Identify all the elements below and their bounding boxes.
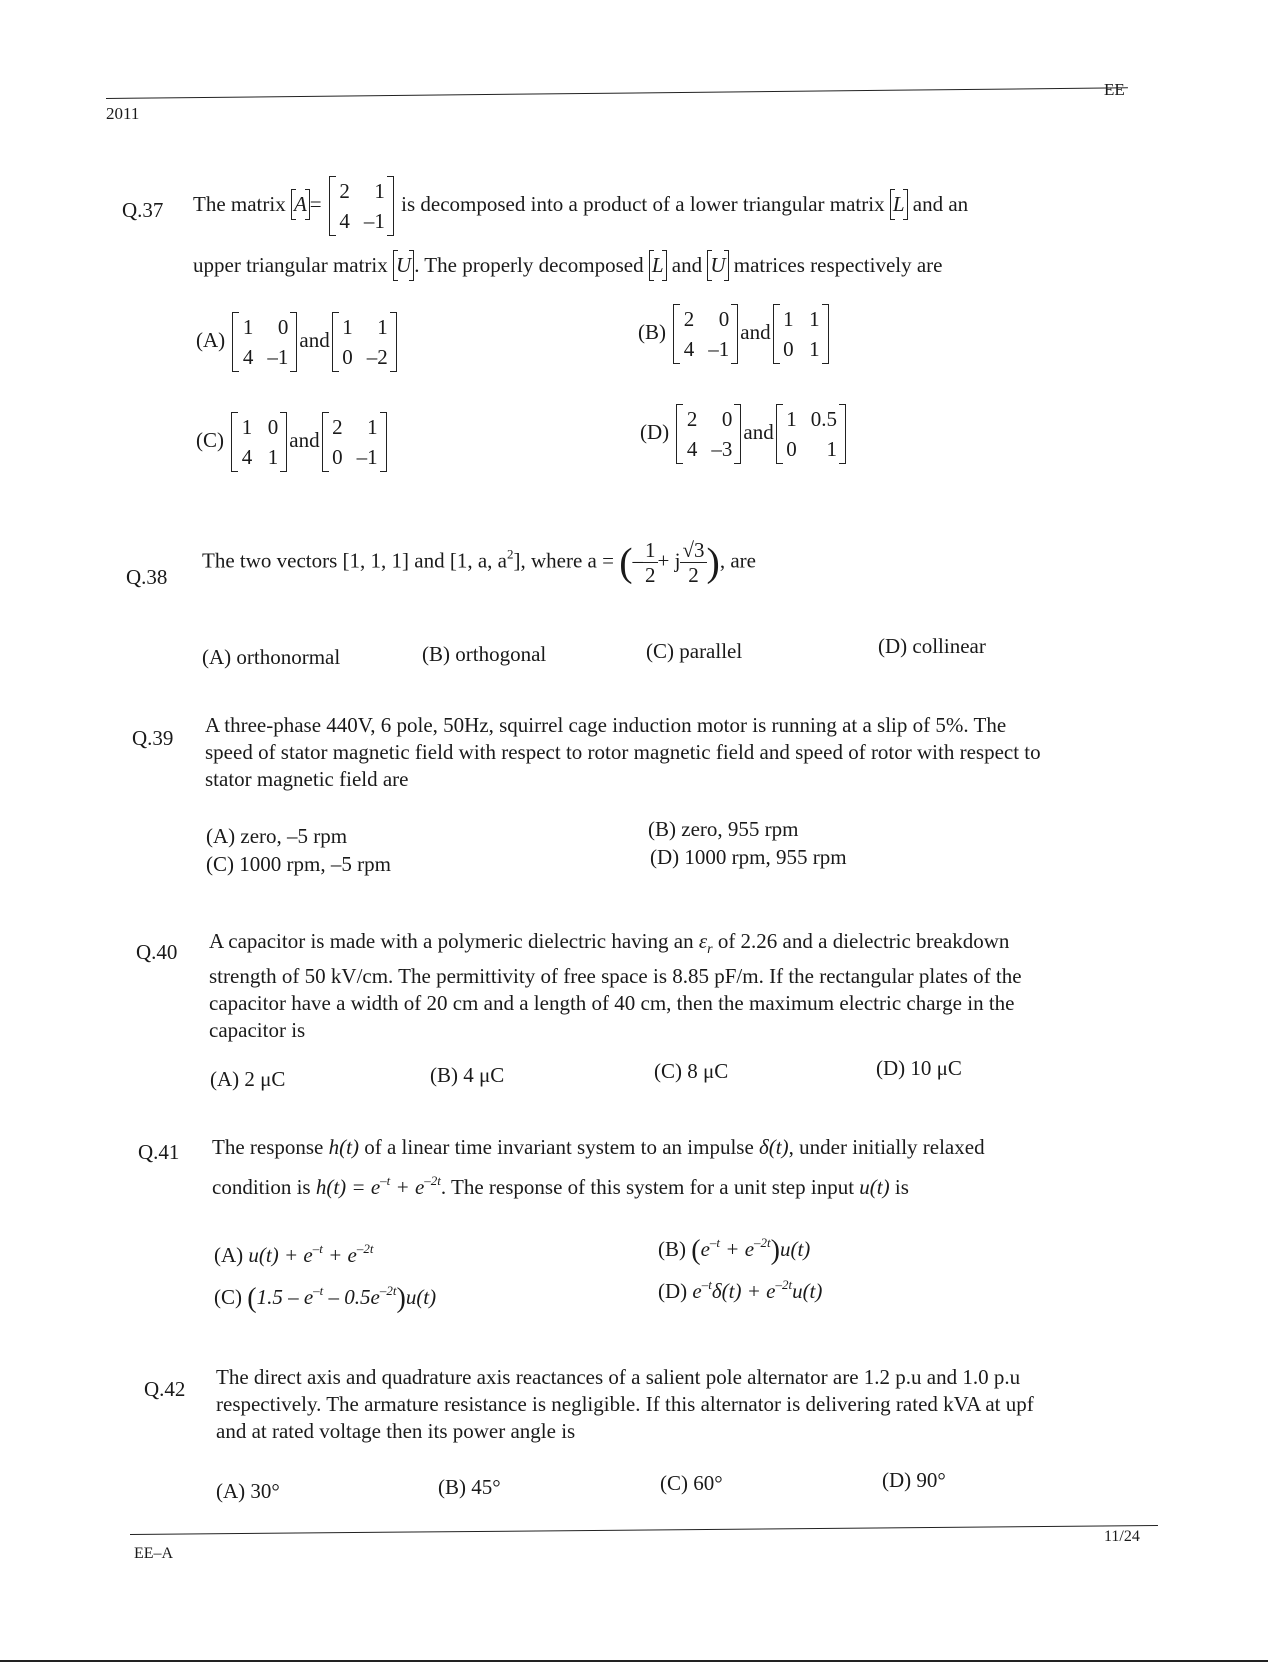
question-42-text: The direct axis and quadrature axis reactances of a salient pole alternator are 1.2 p.u and 1.0 p.u respectively. The armature resistance is negligible. If this alternator is delivering rated kVA at upf and at rated voltage then its power angle is xyxy=(216,1365,1034,1443)
page-number: 11/24 xyxy=(1104,1528,1140,1545)
question-number: Q.40 xyxy=(136,940,178,964)
footer-rule xyxy=(130,1525,1158,1535)
option-a[interactable]: (A) 1 0 4 –1 and 1 1 0 –2 xyxy=(196,312,399,372)
question-40-text: A capacitor is made with a polymeric dielectric having an $\varepsilon_r$ of 2.26 and a dielectric breakdown strength of 50 kV/cm. The permittivity of free space is 8.85 pF/m. If the rectangular plates of the capacitor have a width of 20 cm and a length of 40 cm, then the maximum electric charge in the capacitor is xyxy=(209,929,1022,1043)
option-b[interactable]: (B) $(e^{-t} + e^{-2t})u(t)$ xyxy=(658,1235,811,1266)
option-b[interactable]: (B) 4 μC xyxy=(430,1063,505,1087)
question-38-text: The two vectors [1, 1, 1] and [1, a, $a^2$], where a = (– $\frac{1}{2}$ + j $\frac{√3}{2}$ ), are xyxy=(202,538,756,587)
question-number: Q.38 xyxy=(126,565,168,589)
matrix-a-symbol: A xyxy=(291,191,310,218)
question-39-text: A three-phase 440V, 6 pole, 50Hz, squirrel cage induction motor is running at a slip of 5%. The speed of stator magnetic field with respect to rotor magnetic field and speed of rotor with respect to stator magnetic field are xyxy=(205,713,1041,791)
option-d[interactable]: (D) 2 0 4 –3 and 1 0.5 0 1 xyxy=(640,404,848,464)
option-c[interactable]: (C) 1 0 4 1 and 2 1 0 –1 xyxy=(196,412,389,472)
option-d[interactable]: (D) 90° xyxy=(882,1468,946,1492)
question-number: Q.37 xyxy=(122,198,164,222)
option-b[interactable]: (B) zero, 955 rpm xyxy=(648,817,799,841)
option-d[interactable]: (D) 10 μC xyxy=(876,1056,962,1080)
question-37-line-2: upper triangular matrix U . The properly decomposed L and U matrices respectively are xyxy=(193,253,943,277)
question-number: Q.42 xyxy=(144,1377,186,1401)
option-a[interactable]: (A) zero, –5 rpm xyxy=(206,824,348,848)
option-d[interactable]: (D) $e^{-t}\delta(t) + e^{-2t}u(t)$ xyxy=(658,1277,823,1303)
option-b[interactable]: (B) 2 0 4 –1 and 1 1 0 1 xyxy=(638,304,831,364)
option-c[interactable]: (C) 8 μC xyxy=(654,1059,729,1083)
option-d[interactable]: (D) collinear xyxy=(878,634,986,658)
question-41-line-2: condition is $h(t) = e^{-t} + e^{-2t}$. The response of this system for a unit step input u(t) is xyxy=(212,1173,909,1199)
scan-edge xyxy=(0,1660,1268,1662)
option-a[interactable]: (A) orthonormal xyxy=(202,645,341,669)
option-c[interactable]: (C) $(1.5 - e^{-t} - 0.5e^{-2t})u(t)$ xyxy=(214,1283,437,1314)
question-number: Q.39 xyxy=(132,726,174,750)
option-a[interactable]: (A) $u(t) + e^{-t} + e^{-2t}$ xyxy=(214,1241,374,1267)
option-b[interactable]: (B) orthogonal xyxy=(422,642,547,666)
option-d[interactable]: (D) 1000 rpm, 955 rpm xyxy=(650,845,847,869)
question-37-line-1: The matrix A = 2 1 4 –1 is decomposed into a product of a lower triangular matrix L and an xyxy=(193,176,1123,236)
option-a[interactable]: (A) 2 μC xyxy=(210,1067,286,1091)
option-c[interactable]: (C) 60° xyxy=(660,1471,723,1495)
exam-year: 2011 xyxy=(106,104,140,123)
option-c[interactable]: (C) parallel xyxy=(646,639,743,663)
option-a[interactable]: (A) 30° xyxy=(216,1479,280,1503)
footer-code: EE–A xyxy=(134,1545,174,1562)
option-c[interactable]: (C) 1000 rpm, –5 rpm xyxy=(206,852,391,876)
question-41-line-1: The response h(t) of a linear time invariant system to an impulse δ(t), under initially relaxed xyxy=(212,1135,985,1159)
question-number: Q.41 xyxy=(138,1140,180,1164)
paper-code: EE xyxy=(1104,80,1125,99)
matrix-A: 2 1 4 –1 xyxy=(329,176,394,236)
header-rule xyxy=(106,87,1128,99)
option-b[interactable]: (B) 45° xyxy=(438,1475,501,1499)
